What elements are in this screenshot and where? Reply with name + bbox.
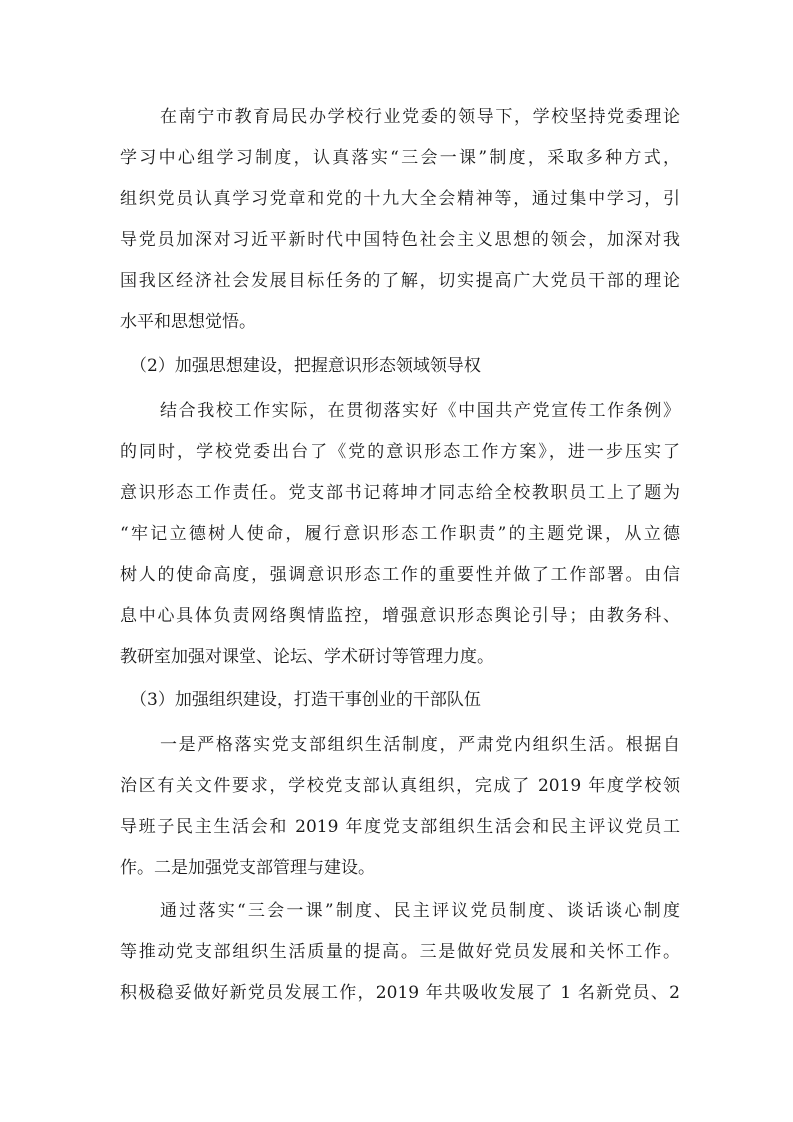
paragraph-line: 国我区经济社会发展目标任务的了解，切实提高广大党员干部的理论 xyxy=(120,271,680,291)
paragraph-line: 作。二是加强党支部管理与建设。 xyxy=(120,858,375,878)
paragraph-line: 学习中心组学习制度，认真落实“三会一课”制度，采取多种方式， xyxy=(120,148,680,168)
paragraph-line: 治区有关文件要求，学校党支部认真组织，完成了 2019 年度学校领 xyxy=(120,776,680,796)
paragraph-line: “牢记立德树人使命，履行意识形态工作职责”的主题党课，从立德 xyxy=(120,524,680,544)
paragraph-line: 一是严格落实党支部组织生活制度，严肃党内组织生活。根据自 xyxy=(160,735,680,755)
section-heading-text: （3）加强组织建设，打造干事创业的干部队伍 xyxy=(130,690,481,710)
paragraph-line: 结合我校工作实际，在贯彻落实好《中国共产党宣传工作条例》 xyxy=(160,401,680,421)
paragraph-line: 息中心具体负责网络舆情监控，增强意识形态舆论引导；由教务科、 xyxy=(120,606,680,626)
paragraph-line: 等推动党支部组织生活质量的提高。三是做好党员发展和关怀工作。 xyxy=(120,942,680,962)
paragraph-line: 教研室加强对课堂、论坛、学术研讨等管理力度。 xyxy=(120,647,494,667)
paragraph-line: 通过落实“三会一课”制度、民主评议党员制度、谈话谈心制度 xyxy=(160,901,680,921)
paragraph-line: 水平和思想觉悟。 xyxy=(120,312,256,332)
paragraph-line: 意识形态工作责任。党支部书记蒋坤才同志给全校教职员工上了题为 xyxy=(120,483,680,503)
paragraph-line: 积极稳妥做好新党员发展工作，2019 年共吸收发展了 1 名新党员、2 xyxy=(120,983,680,1003)
paragraph-line: 组织党员认真学习党章和党的十九大全会精神等，通过集中学习，引 xyxy=(120,189,680,209)
section-heading-text: （2）加强思想建设，把握意识形态领域领导权 xyxy=(130,356,481,376)
paragraph-line: 的同时，学校党委出台了《党的意识形态工作方案》，进一步压实了 xyxy=(120,442,680,462)
paragraph-line: 树人的使命高度，强调意识形态工作的重要性并做了工作部署。由信 xyxy=(120,565,680,585)
paragraph-line: 在南宁市教育局民办学校行业党委的领导下，学校坚持党委理论 xyxy=(160,107,680,127)
paragraph-line: 导班子民主生活会和 2019 年度党支部组织生活会和民主评议党员工 xyxy=(120,817,680,837)
paragraph-line: 导党员加深对习近平新时代中国特色社会主义思想的领会，加深对我 xyxy=(120,230,680,250)
